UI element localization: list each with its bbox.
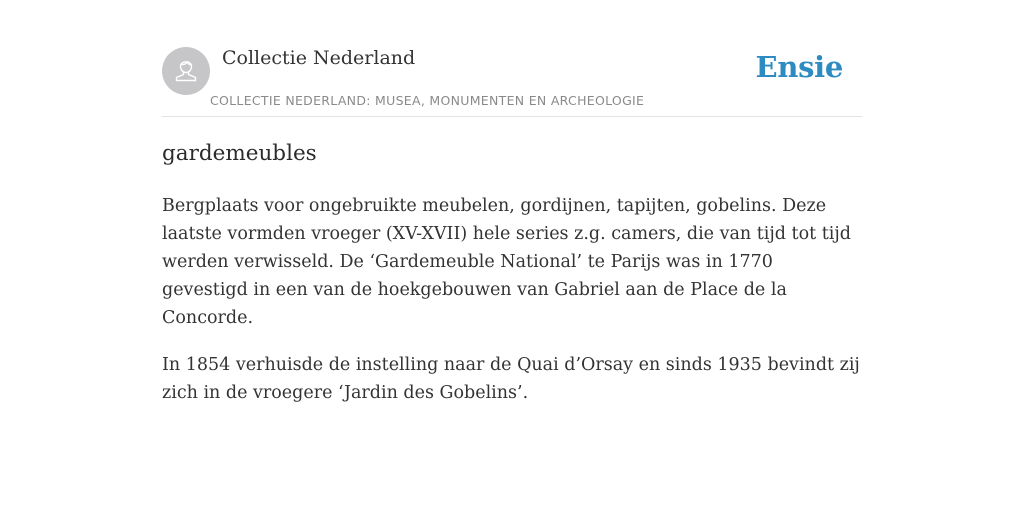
article-paragraph: In 1854 verhuisde de instelling naar de Quai d’Orsay en sinds 1935 bevindt zij zich in de vroegere ‘Jardin des Gobelins’. <box>162 355 860 403</box>
source-name-link[interactable]: Collectie Nederland <box>222 47 416 69</box>
page-title: gardemeubles <box>162 141 317 166</box>
article-paragraph: Bergplaats voor ongebruikte meubelen, gordijnen, tapijten, gobelins. Deze laatste vormden vroeger (XV-XVII) hele series z.g. camers, die van tijd tot tijd werden verwisseld. De ‘Gardemeuble National’ te Parijs was in 1770 gevestigd in een van de hoekgebouwen van Gabriel aan de Place de la Concorde. <box>162 196 851 328</box>
user-placeholder-icon <box>171 54 201 89</box>
avatar[interactable] <box>162 47 210 95</box>
source-description: COLLECTIE NEDERLAND: MUSEA, MONUMENTEN EN ARCHEOLOGIE <box>210 93 645 108</box>
source-header <box>162 46 862 117</box>
ensie-logo[interactable]: Ensie <box>755 50 843 84</box>
article-body <box>162 192 864 426</box>
